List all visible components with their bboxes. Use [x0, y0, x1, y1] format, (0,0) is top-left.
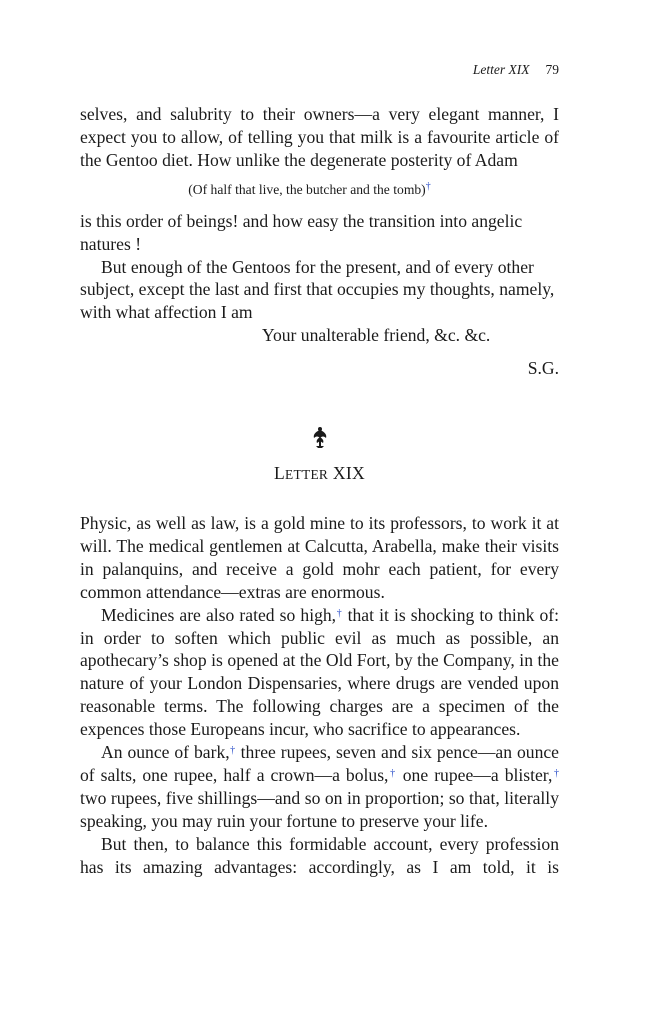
running-head — [80, 58, 559, 82]
quote-text: (Of half that live, the butcher and the tomb) — [188, 181, 426, 197]
footnote-marker[interactable]: † — [388, 767, 397, 779]
letter-paragraph — [80, 833, 559, 879]
running-head-title: Letter XIX — [472, 62, 530, 77]
signature: S.G. — [527, 358, 559, 379]
footnote-marker[interactable]: † — [229, 745, 236, 757]
letter-paragraph — [80, 741, 559, 833]
book-page — [80, 58, 559, 878]
paragraph-text: that it is shocking to think of: in order to soften which public evil as much as possible, an apothecary’s shop is opened at the Old Fort, by the Company, in the nature of your London Dispensaries, where drugs are vended upon reasonable terms. The following charges are a specimen of the expences those Europeans incur, who sacrifice to appearances. — [80, 604, 560, 740]
paragraph-text: three rupees, seven and six pence—an ounce of salts, one rupee, half a crown—a bolus, — [80, 742, 559, 785]
heading-smallcaps: ETTER — [285, 467, 329, 483]
letter-paragraph — [80, 604, 559, 741]
verse-quote — [80, 181, 559, 199]
paragraph-text: But enough of the Gentoos for the present, and of every other subject, except the last and first that occupies my thoughts, namely, with what affection I am — [80, 256, 555, 323]
letter-paragraph — [80, 512, 559, 604]
paragraph-text: An ounce of bark, — [101, 742, 230, 763]
heading-initial: L — [273, 463, 286, 484]
footnote-marker[interactable]: † — [552, 767, 560, 779]
paragraph-text: one rupee—a blister, — [396, 764, 553, 785]
paragraph-text: Medicines are also rated so high, — [101, 604, 337, 625]
paragraph-text: Physic, as well as law, is a gold mine to its professors, to work it at will. The medical gentlemen at Calcutta, Arabella, make their visits in palanquins, and receive a gold mohr each patient, for every common attendance—extras are enormous. — [80, 512, 559, 602]
continuation-paragraph — [80, 210, 559, 256]
paragraph-text: two rupees, five shillings—and so on in proportion; so that, literally speaking, you may ruin your fortune to preserve your life. — [80, 787, 559, 831]
body-text — [80, 103, 559, 878]
paragraph-text: is this order of beings! and how easy the transition into angelic natures ! — [80, 210, 523, 254]
continuation-paragraph — [80, 103, 559, 172]
paragraph-text: But then, to balance this formidable account, every profession has its amazing advantages: accordingly, as I am told, it is — [80, 833, 559, 877]
letter-heading — [80, 462, 559, 487]
footnote-marker[interactable]: † — [336, 607, 343, 619]
heading-numeral: XIX — [332, 463, 366, 484]
letter-closing: Your unalterable friend, &c. &c. — [262, 325, 491, 346]
page-number: 79 — [545, 62, 559, 77]
paragraph-text: selves, and salubrity to their owners—a very elegant manner, I expect you to allow, of telling you that milk is a favourite article of the Gentoo diet. How unlike the degenerate posterity of Adam — [80, 104, 559, 170]
continuation-paragraph — [80, 256, 559, 325]
fleuron-icon — [80, 426, 559, 450]
footnote-marker[interactable]: † — [425, 180, 431, 192]
